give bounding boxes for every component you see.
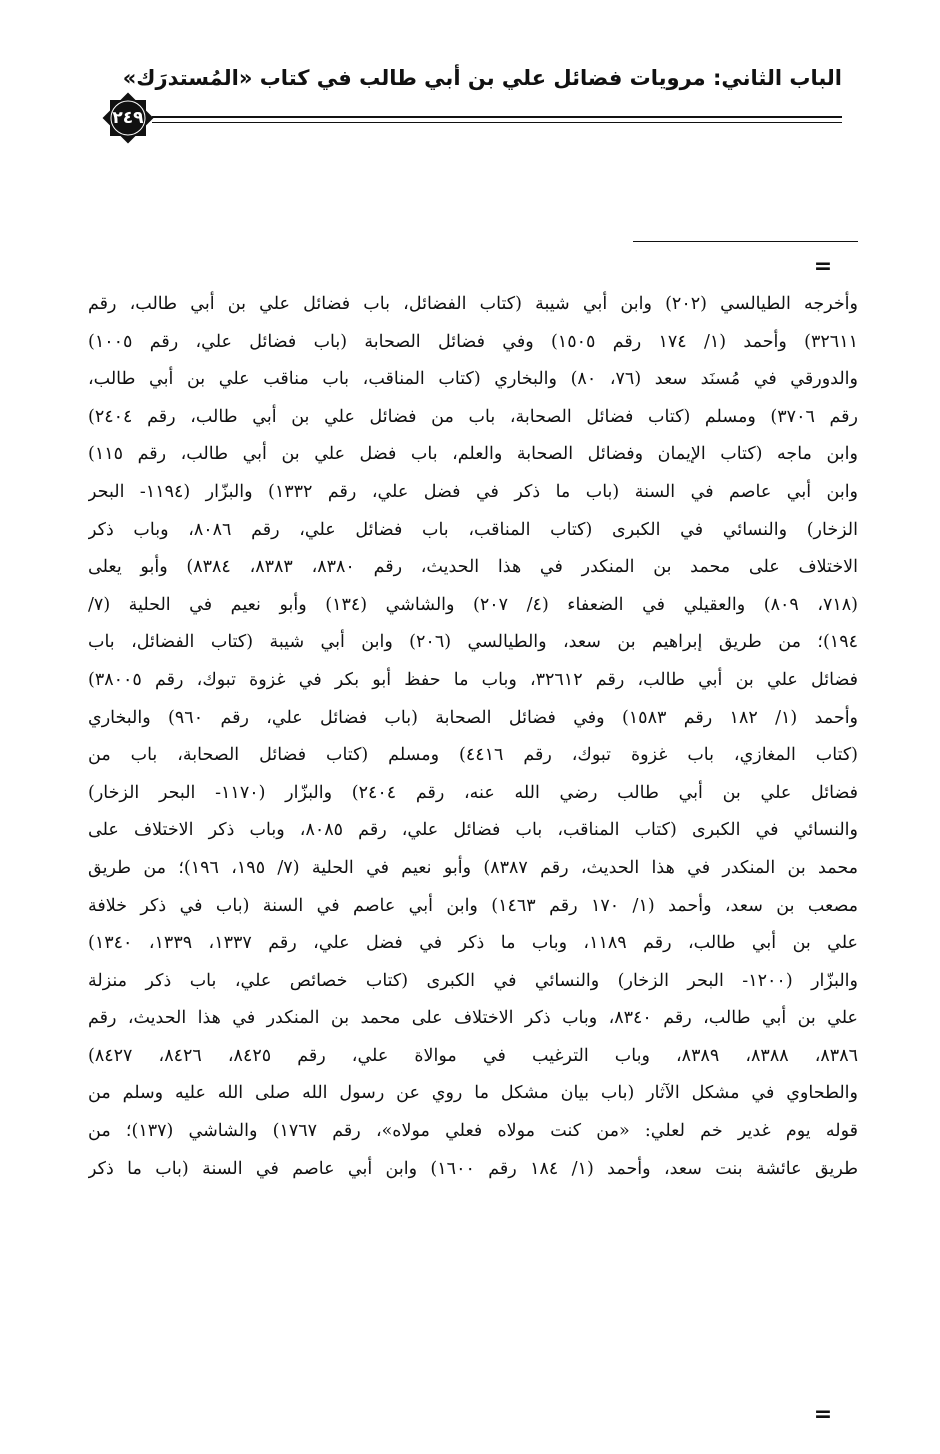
running-header-title: الباب الثاني: مرويات فضائل علي بن أبي طالب في كتاب «المُستدرَك»: [122, 66, 842, 90]
page-number: ٢٤٩: [112, 108, 144, 128]
page-number-badge: [100, 90, 156, 146]
footnote-line: (٧١٨، ٨٠٩) والعقيلي في الضعفاء (٤/ ٢٠٧) والشاشي (١٣٤) وأبو نعيم في الحلية (٧/: [88, 594, 858, 615]
footnote-line: والدورقي في مُسنَد سعد (٧٦، ٨٠) والبخاري (كتاب المناقب، باب مناقب علي بن أبي طالب،: [88, 369, 858, 390]
footnote-line: والطحاوي في مشكل الآثار (باب بيان مشكل ما روي عن رسول الله صلى الله عليه وسلم من: [88, 1083, 858, 1104]
footnote-line: رقم ٣٧٠٦) ومسلم (كتاب فضائل الصحابة، باب من فضائل علي بن أبي طالب، رقم ٢٤٠٤): [88, 406, 858, 427]
footnote-line: فضائل علي بن أبي طالب رضي الله عنه، رقم ٢٤٠٤) والبزّار (١١٧٠- البحر الزخار): [88, 782, 858, 803]
footnote-line: ٨٣٨٦، ٨٣٨٨، ٨٣٨٩، وباب الترغيب في موالاة علي، رقم ٨٤٢٥، ٨٤٢٦، ٨٤٢٧): [88, 1045, 858, 1066]
footnote-line: وابن ماجه (كتاب الإيمان وفضائل الصحابة والعلم، باب فضل علي بن أبي طالب، رقم ١١٥): [88, 444, 858, 465]
running-header: [82, 62, 842, 132]
footnote-line: وابن أبي عاصم في السنة (باب ما ذكر في فضل علي، رقم ١٣٣٢) والبزّار (١١٩٤- البحر: [88, 481, 858, 502]
footnote-line: ١٩٤)؛ من طريق إبراهيم بن سعد، والطيالسي (٢٠٦) وابن أبي شيبة (كتاب الفضائل، باب: [88, 632, 858, 653]
footnote-line: علي بن أبي طالب، رقم ١١٨٩، وباب ما ذكر في فضل علي، رقم ١٣٣٧، ١٣٣٩، ١٣٤٠): [88, 933, 858, 954]
footnote-line: وأحمد (١/ ١٨٢ رقم ١٥٨٣) وفي فضائل الصحابة (باب فضائل علي، رقم ٩٦٠) والبخاري: [88, 707, 858, 728]
footnote-line: علي بن أبي طالب، رقم ٨٣٤٠، وباب ذكر الاختلاف على محمد بن المنكدر في هذا الحديث، رقم: [88, 1008, 858, 1029]
footnote-line: (كتاب المغازي، باب غزوة تبوك، رقم ٤٤١٦) ومسلم (كتاب فضائل الصحابة، باب من: [88, 745, 858, 766]
footnote-line: والبزّار (١٢٠٠- البحر الزخار) والنسائي في الكبرى (كتاب خصائص علي، باب ذكر منزلة: [88, 970, 858, 991]
footnote-line: قوله يوم غدير خم لعلي: «من كنت مولاه فعلي مولاه»، رقم ١٧٦٧) والشاشي (١٣٧)؛ من: [88, 1121, 858, 1142]
footnote-line: طريق عائشة بنت سعد، وأحمد (١/ ١٨٤ رقم ١٦٠٠) وابن أبي عاصم في السنة (باب ما ذكر: [88, 1158, 858, 1179]
footnote-line: فضائل علي بن أبي طالب، رقم ٣٢٦١٢، وباب ما حفظ أبو بكر في غزوة تبوك، رقم ٣٨٠٠٥): [88, 669, 858, 690]
continuation-mark-bottom: =: [813, 1402, 833, 1427]
footnote-line: الاختلاف على محمد بن المنكدر في هذا الحديث، رقم ٨٣٨٠، ٨٣٨٣، ٨٣٨٤) وأبو يعلى: [88, 557, 858, 578]
footnote-separator: [633, 241, 858, 242]
header-rule: [152, 116, 842, 123]
footnote-line: وأخرجه الطيالسي (٢٠٢) وابن أبي شيبة (كتاب الفضائل، باب فضائل علي بن أبي طالب، رقم: [88, 294, 858, 314]
continuation-mark-top: =: [813, 254, 833, 279]
footnote-line: محمد بن المنكدر في هذا الحديث، رقم ٨٣٨٧) وأبو نعيم في الحلية (٧/ ١٩٥، ١٩٦)؛ من طريق: [88, 857, 858, 878]
footnote-line: الزخار) والنسائي في الكبرى (كتاب المناقب، باب فضائل علي، رقم ٨٠٨٦، وباب ذكر: [88, 519, 858, 540]
footnote-text: [88, 286, 858, 1188]
footnote-line: مصعب بن سعد، وأحمد (١/ ١٧٠ رقم ١٤٦٣) وابن أبي عاصم في السنة (باب في ذكر خلافة: [88, 895, 858, 916]
footnote-line: ٣٢٦١١) وأحمد (١/ ١٧٤ رقم ١٥٠٥) وفي فضائل الصحابة (باب فضائل علي، رقم ١٠٠٥): [88, 331, 858, 352]
footnote-line: والنسائي في الكبرى (كتاب المناقب، باب فضائل علي، رقم ٨٠٨٥، وباب ذكر الاختلاف على: [88, 820, 858, 841]
